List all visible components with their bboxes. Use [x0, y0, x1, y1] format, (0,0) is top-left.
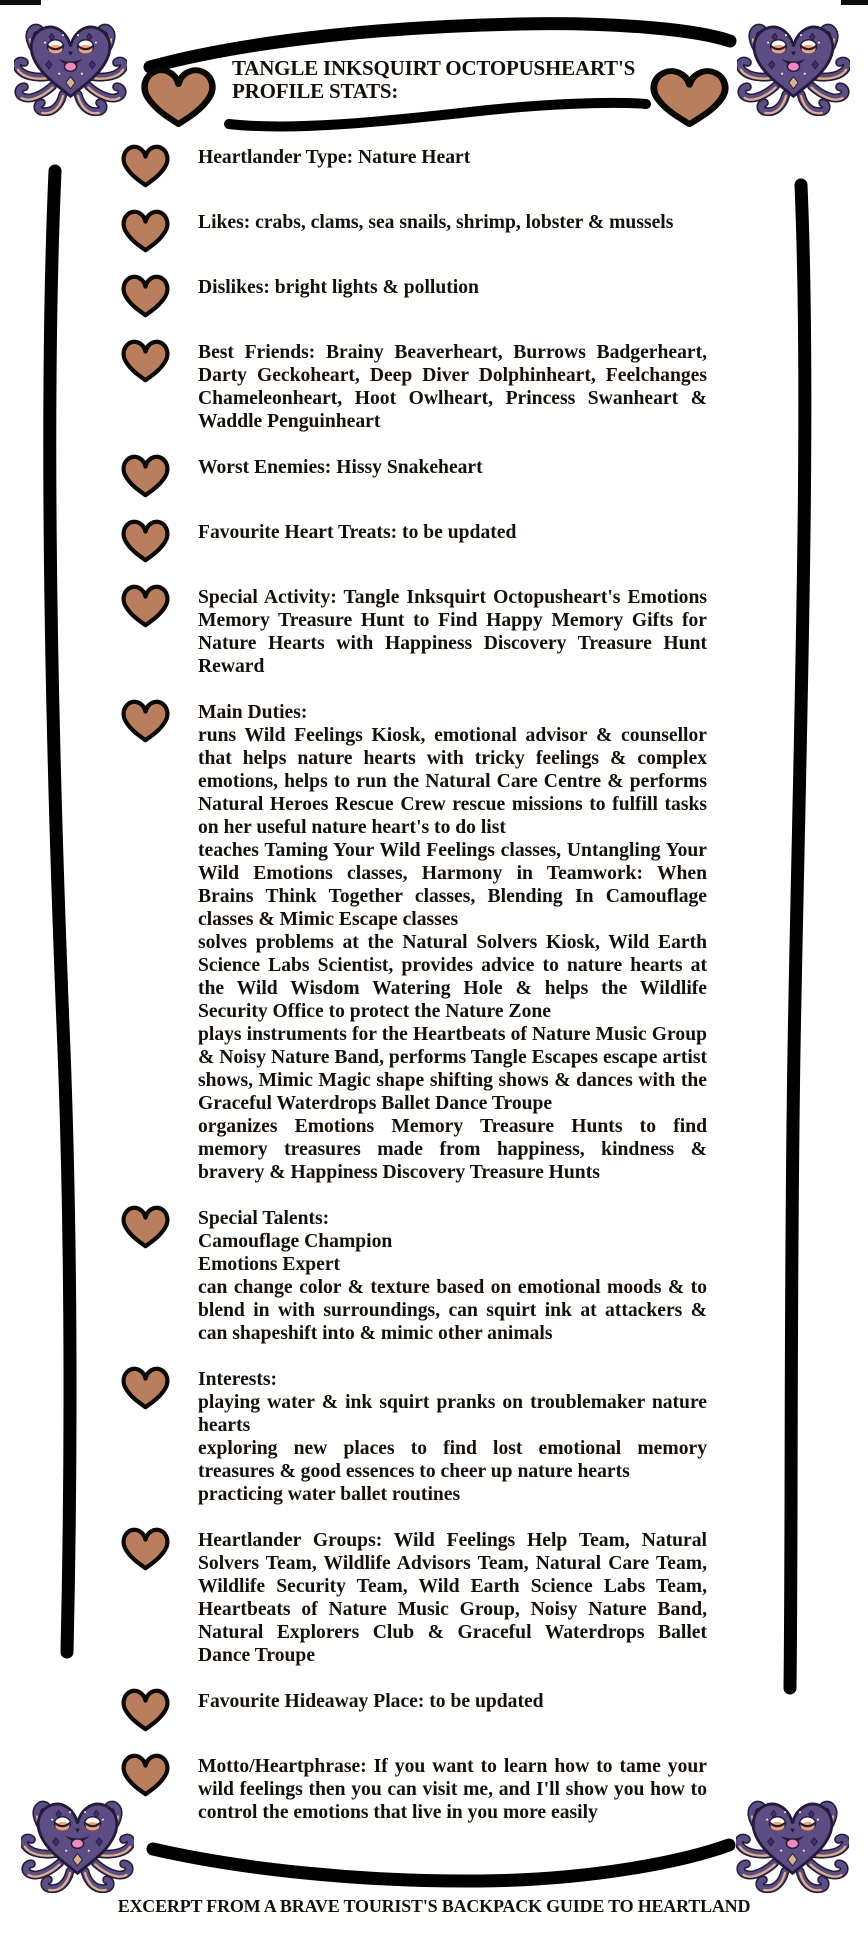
profile-item-text: [198, 276, 707, 299]
profile-item-text: [198, 586, 707, 678]
profile-item-paragraph: organizes Emotions Memory Treasure Hunts to find memory treasures made from happiness, kindness & bravery & Happiness Discovery Treasure Hunts: [198, 1116, 707, 1183]
profile-item-paragraph: Emotions Expert: [198, 1254, 341, 1275]
heart-bullet-icon: [120, 698, 171, 743]
profile-item-text: [198, 1368, 707, 1506]
profile-item-paragraph: Interests:: [198, 1369, 278, 1390]
profile-item-heartlander-groups: [120, 1529, 712, 1667]
octopus-icon: [21, 1797, 134, 1895]
profile-item-text: [198, 1690, 707, 1713]
profile-item-text: [198, 146, 707, 169]
heart-bullet-icon: [120, 518, 171, 563]
heart-bullet-icon: [120, 1365, 171, 1410]
profile-item-paragraph: runs Wild Feelings Kiosk, emotional advisor & counsellor that helps nature hearts with tricky feelings & complex emotions, helps to run the Natural Care Centre & performs Natural Heroes Rescue Crew rescue missions to fulfill tasks on her useful nature heart's to do list: [198, 725, 707, 838]
octopus-icon: [14, 20, 127, 118]
profile-item-main-duties: [120, 701, 712, 1184]
heart-bullet-icon: [120, 1687, 171, 1732]
profile-item-paragraph: Worst Enemies: Hissy Snakeheart: [198, 457, 483, 478]
profile-item-paragraph: Favourite Heart Treats: to be updated: [198, 522, 517, 543]
profile-item-text: [198, 1755, 707, 1824]
heart-bullet-icon: [120, 1752, 171, 1797]
heart-bullet-icon: [120, 143, 171, 188]
profile-item-paragraph: teaches Taming Your Wild Feelings classes, Untangling Your Wild Emotions classes, Harmony in Teamwork: When Brains Think Together classes, Blending In Camouflage classes & Mimic Escape classes: [198, 840, 707, 930]
profile-item-paragraph: Camouflage Champion: [198, 1231, 393, 1252]
profile-item-text: [198, 701, 707, 1184]
wavy-line-left-border: [50, 171, 70, 1652]
profile-item-best-friends: [120, 341, 712, 433]
profile-item-text: [198, 1529, 707, 1667]
footer-caption: EXCERPT FROM A BRAVE TOURIST'S BACKPACK GUIDE TO HEARTLAND: [117, 1896, 751, 1916]
profile-list: [120, 146, 712, 1847]
profile-item-text: [198, 1207, 707, 1345]
profile-item-text: [198, 456, 707, 479]
profile-item-paragraph: Heartlander Type: Nature Heart: [198, 147, 471, 168]
profile-item-text: [198, 521, 707, 544]
wavy-line-right-border: [790, 185, 805, 1688]
profile-item-likes: [120, 211, 712, 253]
profile-item-paragraph: Heartlander Groups: Wild Feelings Help Team, Natural Solvers Team, Wildlife Advisors Team, Natural Care Team, Wildlife Security Team, Wild Earth Science Labs Team, Heartbeats of Nature Music Group, Noisy Nature Band, Natural Explorers Club & Graceful Waterdrops Ballet Dance Troupe: [198, 1530, 707, 1666]
profile-item-dislikes: [120, 276, 712, 318]
profile-item-special-activity: [120, 586, 712, 678]
profile-item-motto-heartphrase: [120, 1755, 712, 1824]
heart-bullet-icon: [120, 208, 171, 253]
profile-item-paragraph: Dislikes: bright lights & pollution: [198, 277, 479, 298]
profile-item-paragraph: Main Duties:: [198, 702, 308, 723]
profile-item-paragraph: Likes: crabs, clams, sea snails, shrimp, lobster & mussels: [198, 212, 674, 233]
heart-icon: [139, 65, 218, 128]
profile-item-special-talents: [120, 1207, 712, 1345]
page-corner-mark-left: [0, 0, 41, 5]
profile-item-paragraph: solves problems at the Natural Solvers Kiosk, Wild Earth Science Labs Scientist, provides advice to nature hearts at the Wild Wisdom Watering Hole & helps the Wildlife Security Office to protect the Nature Zone: [198, 932, 707, 1022]
heart-bullet-icon: [120, 338, 171, 383]
heart-icon: [648, 66, 731, 128]
heart-bullet-icon: [120, 273, 171, 318]
octopus-icon: [736, 1797, 849, 1895]
page-title-line1: TANGLE INKSQUIRT OCTOPUSHEART'S: [232, 56, 636, 80]
profile-item-paragraph: playing water & ink squirt pranks on troublemaker nature hearts: [198, 1392, 707, 1436]
wavy-line-under-title: [229, 103, 646, 127]
page-title: [232, 57, 652, 102]
profile-item-text: [198, 211, 707, 234]
profile-item-paragraph: Favourite Hideaway Place: to be updated: [198, 1691, 544, 1712]
profile-item-worst-enemies: [120, 456, 712, 498]
profile-item-favourite-hideaway-place: [120, 1690, 712, 1732]
profile-item-paragraph: practicing water ballet routines: [198, 1484, 461, 1505]
profile-item-paragraph: Motto/Heartphrase: If you want to learn how to tame your wild feelings then you can visit me, and I'll show you how to control the emotions that live in you more easily: [198, 1756, 707, 1823]
profile-item-interests: [120, 1368, 712, 1506]
heart-bullet-icon: [120, 1204, 171, 1249]
wavy-line-bottom: [153, 1845, 729, 1881]
profile-item-paragraph: Best Friends: Brainy Beaverheart, Burrows Badgerheart, Darty Geckoheart, Deep Diver Dolphinheart, Feelchanges Chameleonheart, Hoot Owlheart, Princess Swanheart & Waddle Penguinheart: [198, 342, 707, 432]
profile-item-heartlander-type: [120, 146, 712, 188]
profile-item-paragraph: plays instruments for the Heartbeats of Nature Music Group & Noisy Nature Band, performs Tangle Escapes escape artist shows, Mimic Magic shape shifting shows & dances with the Graceful Waterdrops Ballet Dance Troupe: [198, 1024, 707, 1114]
profile-item-paragraph: can change color & texture based on emotional moods & to blend in with surroundings, can squirt ink at attackers & can shapeshift into & mimic other animals: [198, 1277, 707, 1344]
page-corner-mark-right: [841, 0, 868, 5]
heart-bullet-icon: [120, 1526, 171, 1571]
profile-item-paragraph: Special Talents:: [198, 1208, 330, 1229]
heart-bullet-icon: [120, 453, 171, 498]
profile-item-favourite-heart-treats: [120, 521, 712, 563]
heart-bullet-icon: [120, 583, 171, 628]
profile-item-text: [198, 341, 707, 433]
profile-item-paragraph: exploring new places to find lost emotional memory treasures & good essences to cheer up nature hearts: [198, 1438, 707, 1482]
profile-item-paragraph: Special Activity: Tangle Inksquirt Octopusheart's Emotions Memory Treasure Hunt to Find Happy Memory Gifts for Nature Hearts with Happiness Discovery Treasure Hunt Reward: [198, 587, 707, 677]
octopus-icon: [737, 20, 850, 118]
page-title-line2: PROFILE STATS:: [232, 78, 399, 103]
